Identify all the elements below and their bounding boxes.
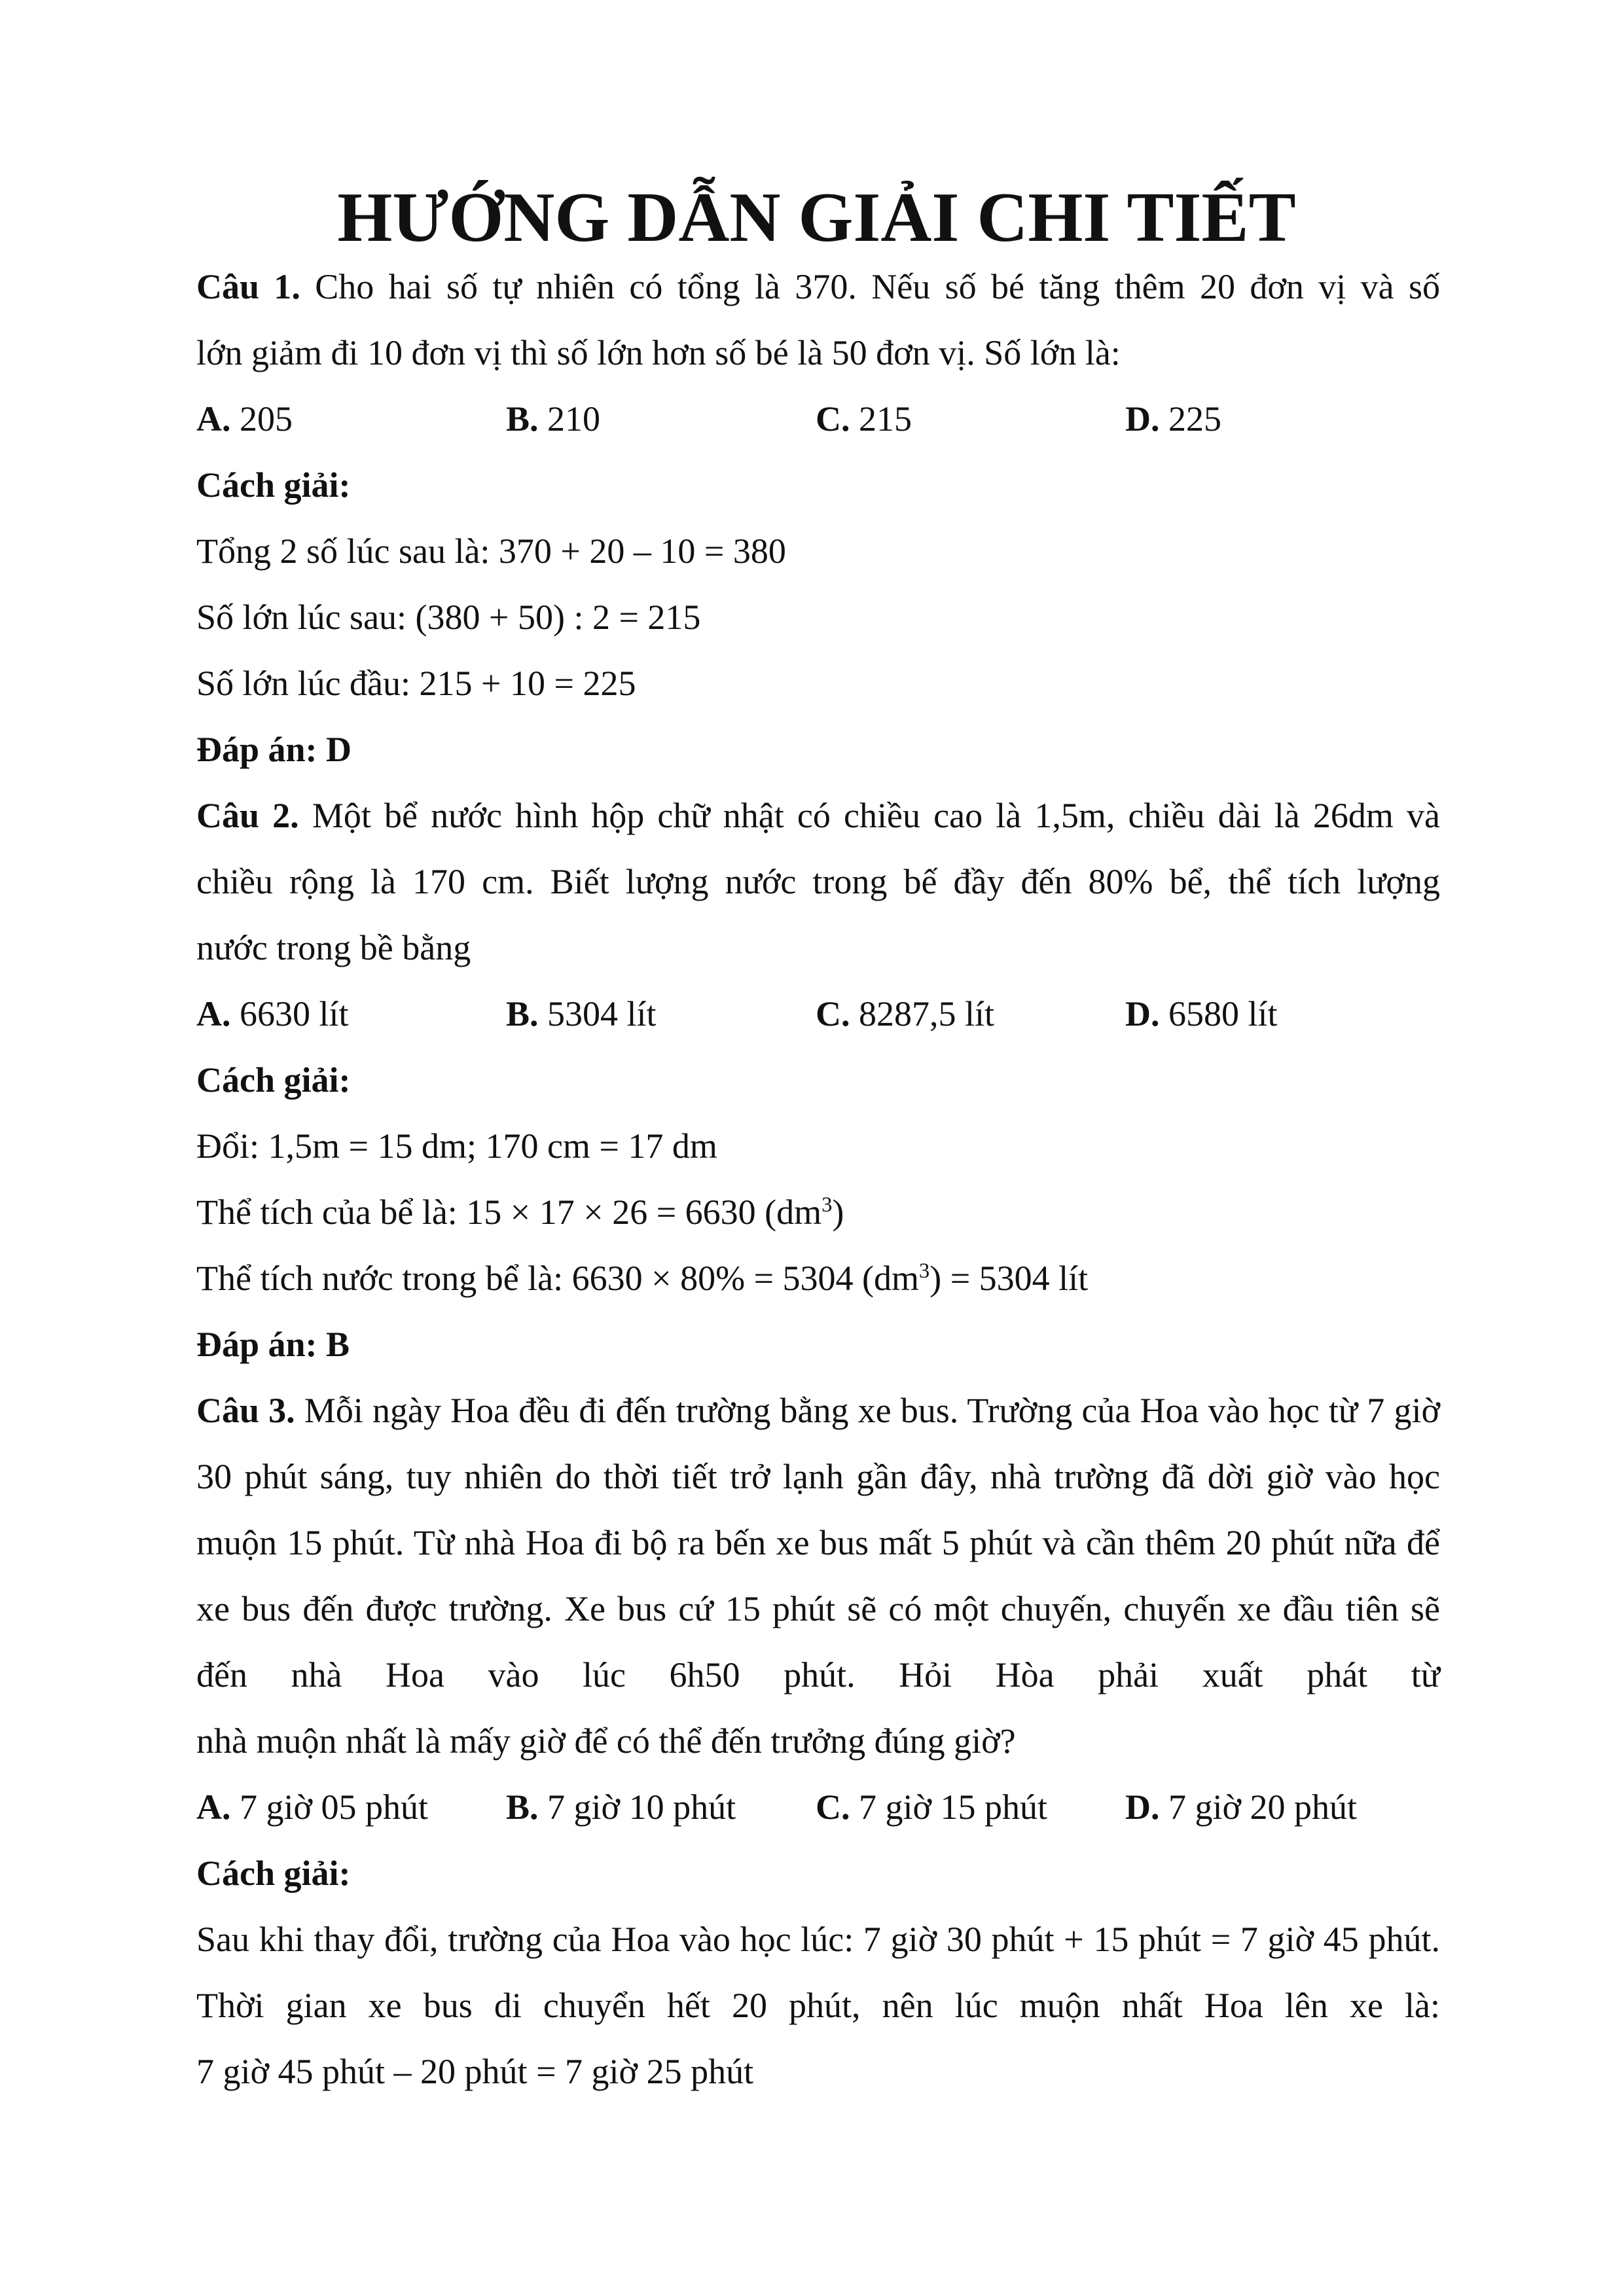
solution-step: Số lớn lúc sau: (380 + 50) : 2 = 215	[196, 598, 701, 637]
question-3-options	[196, 1774, 1440, 1840]
option-letter: B.	[506, 994, 539, 1033]
option-value: 7 giờ 10 phút	[538, 1787, 736, 1827]
solution-line: phút. Thời gian xe bus di chuyển hết 20 phút, nên lúc muộn nhất Hoa lên xe là:	[196, 1920, 1440, 2025]
option-c	[816, 386, 1125, 452]
question-1-label: Câu 1.	[196, 267, 300, 306]
option-letter: A.	[196, 994, 231, 1033]
step-text: ) = 5304 lít	[929, 1259, 1089, 1298]
option-letter: D.	[1125, 399, 1160, 439]
answer-label: Đáp án:	[196, 730, 327, 769]
question-1-options	[196, 386, 1440, 452]
question-2-options	[196, 981, 1440, 1047]
option-letter: C.	[816, 399, 850, 439]
solution-heading: Cách giải:	[196, 1060, 351, 1100]
solution-step	[196, 1246, 1440, 1312]
superscript: 3	[919, 1259, 930, 1283]
answer-line	[196, 717, 1440, 783]
question-3-line: từ 7 giờ 30 phút sáng, tuy nhiên do thời tiết trở lạnh gần đây, nhà trường đã dời	[196, 1391, 1441, 1496]
solution-line: Sau khi thay đổi, trường của Hoa vào học lúc: 7 giờ 30 phút + 15 phút = 7 giờ 45	[196, 1920, 1359, 1959]
option-letter: B.	[506, 1787, 539, 1827]
document-content	[196, 254, 1440, 2105]
question-3-label: Câu 3.	[196, 1391, 295, 1430]
option-b	[506, 386, 816, 452]
option-value: 215	[850, 399, 912, 439]
option-b	[506, 1774, 816, 1840]
option-c	[816, 981, 1125, 1047]
question-3-line: thêm 20 phút nữa để xe bus đến được trường. Xe bus cứ 15 phút sẽ có một chuyến,	[196, 1523, 1441, 1628]
question-1-line-2: lớn giảm đi 10 đơn vị thì số lớn hơn số bé là 50 đơn vị. Số lớn là:	[196, 333, 1121, 372]
option-letter: C.	[816, 994, 850, 1033]
question-2-label: Câu 2.	[196, 796, 299, 835]
option-letter: D.	[1125, 994, 1160, 1033]
question-3-text	[196, 1378, 1440, 1774]
question-3-line: nhà muộn nhất là mấy giờ để có thể đến trưởng đúng giờ?	[196, 1721, 1016, 1761]
question-1	[196, 254, 1440, 783]
answer-value: B	[326, 1325, 350, 1364]
solution-paragraph	[196, 1907, 1440, 2105]
solution-heading: Cách giải:	[196, 1854, 351, 1893]
option-value: 6580 lít	[1159, 994, 1278, 1033]
option-value: 7 giờ 20 phút	[1159, 1787, 1358, 1827]
page-title: HƯỚNG DẪN GIẢI CHI TIẾT	[337, 179, 1296, 257]
option-value: 7 giờ 05 phút	[230, 1787, 429, 1827]
option-d	[1125, 981, 1278, 1047]
answer-label: Đáp án:	[196, 1325, 327, 1364]
solution-step: Đổi: 1,5m = 15 dm; 170 cm = 17 dm	[196, 1126, 717, 1166]
step-text: )	[832, 1193, 844, 1232]
step-text: Thể tích của bể là: 15 × 17 × 26 = 6630 (dm	[196, 1193, 822, 1232]
question-3	[196, 1378, 1440, 2105]
option-value: 205	[230, 399, 293, 439]
option-d	[1125, 386, 1221, 452]
question-3-line: giờ vào học muộn 15 phút. Từ nhà Hoa đi bộ ra bến xe bus mất 5 phút và cần	[196, 1457, 1440, 1562]
solution-line: 7 giờ 45 phút – 20 phút = 7 giờ 25 phút	[196, 2052, 754, 2091]
question-2-line-3: nước trong bề bằng	[196, 928, 471, 967]
option-d	[1125, 1774, 1357, 1840]
option-letter: C.	[816, 1787, 850, 1827]
option-value: 8287,5 lít	[850, 994, 995, 1033]
question-2-line-2: và chiều rộng là 170 cm. Biết lượng nước trong bế đầy đến 80% bể, thể tích lượng	[196, 796, 1440, 901]
question-1-line-1: Cho hai số tự nhiên có tổng là 370. Nếu số bé tăng thêm 20 đơn vị và số	[300, 267, 1441, 306]
question-2-text	[196, 783, 1440, 981]
option-value: 225	[1159, 399, 1221, 439]
option-b	[506, 981, 816, 1047]
option-value: 6630 lít	[230, 994, 349, 1033]
question-2	[196, 783, 1440, 1378]
option-a	[196, 386, 506, 452]
option-letter: A.	[196, 399, 231, 439]
answer-value: D	[326, 730, 352, 769]
question-2-line-1: Một bể nước hình hộp chữ nhật có chiều cao là 1,5m, chiều dài là 26dm	[298, 796, 1394, 835]
question-3-line: chuyến xe đầu tiên sẽ đến nhà Hoa vào lúc 6h50 phút. Hỏi Hòa phải xuất phát từ	[196, 1589, 1440, 1695]
question-1-text	[196, 254, 1440, 386]
option-value: 210	[538, 399, 601, 439]
option-a	[196, 981, 506, 1047]
superscript: 3	[821, 1193, 833, 1217]
solution-step: Tổng 2 số lúc sau là: 370 + 20 – 10 = 380	[196, 531, 786, 571]
step-text: Thể tích nước trong bể là: 6630 × 80% = 5304 (dm	[196, 1259, 920, 1298]
solution-step: Số lớn lúc đầu: 215 + 10 = 225	[196, 664, 636, 703]
answer-line	[196, 1312, 1440, 1378]
question-3-line: Mỗi ngày Hoa đều đi đến trường bằng xe bus. Trường của Hoa vào học	[295, 1391, 1320, 1430]
option-letter: D.	[1125, 1787, 1160, 1827]
option-a	[196, 1774, 506, 1840]
solution-step	[196, 1179, 1440, 1246]
solution-heading: Cách giải:	[196, 465, 351, 505]
option-c	[816, 1774, 1125, 1840]
option-value: 7 giờ 15 phút	[850, 1787, 1048, 1827]
option-letter: B.	[506, 399, 539, 439]
option-letter: A.	[196, 1787, 231, 1827]
option-value: 5304 lít	[538, 994, 657, 1033]
